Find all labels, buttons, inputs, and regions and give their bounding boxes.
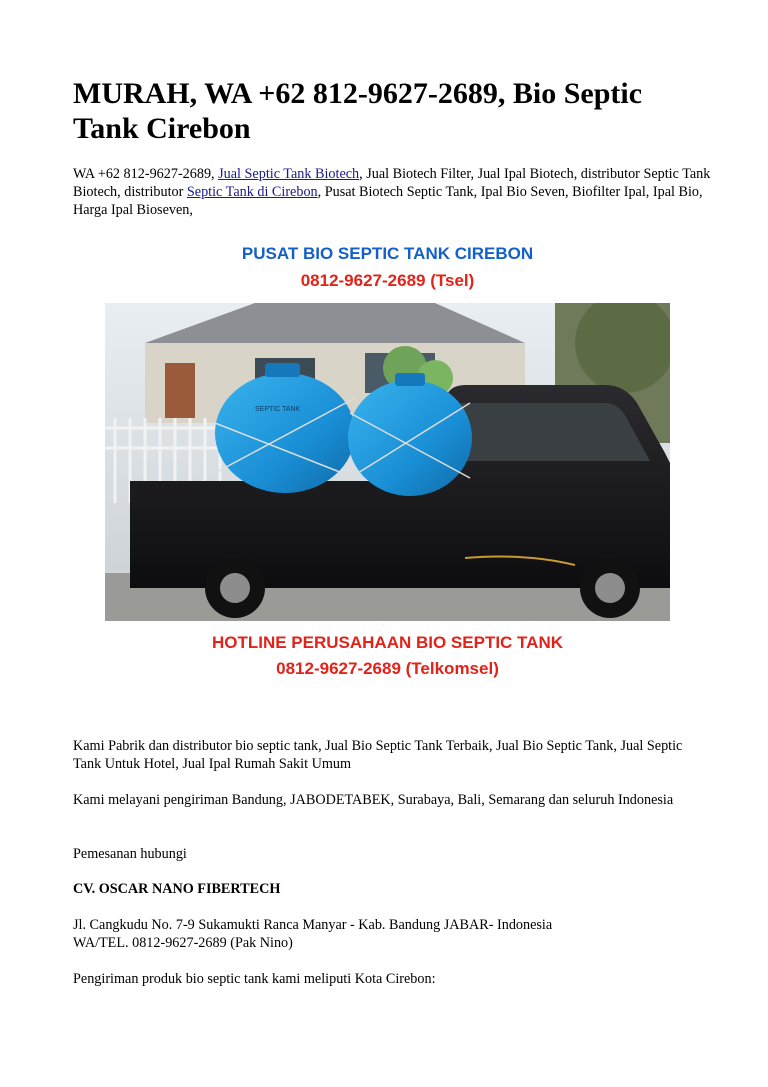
paragraph-products: Kami Pabrik dan distributor bio septic tank, Jual Bio Septic Tank Terbaik, Jual Bio Septic Tank, Jual Septic Tank Untuk Hotel, Jual Ipal Rumah Sakit Umum <box>73 738 683 772</box>
house-door <box>165 363 195 418</box>
company-address: Jl. Cangkudu No. 7-9 Sukamukti Ranca Manyar - Kab. Bandung JABAR- Indonesia <box>73 917 553 933</box>
caption-bottom-phone: 0812-9627-2689 (Telkomsel) <box>276 659 499 678</box>
tank-label: SEPTIC TANK <box>255 406 301 413</box>
intro-paragraph <box>73 165 713 219</box>
intro-text-3: , Pusat Biotech Septic Tank, Ipal Bio Seven, Biofilter Ipal, Ipal Bio, Harga Ipal Bioseven, <box>73 184 703 218</box>
blue-septic-tank-left <box>215 373 355 493</box>
paragraph-shipping: Kami melayani pengiriman Bandung, JABODETABEK, Surabaya, Bali, Semarang dan seluruh Indonesia <box>73 792 674 808</box>
paragraph-order-contact: Pemesanan hubungi <box>73 846 187 862</box>
intro-text-1: WA +62 812-9627-2689, <box>73 166 219 182</box>
link-jual-septic-tank-biotech[interactable]: Jual Septic Tank Biotech <box>218 166 360 182</box>
truck-with-septic-tanks-photo <box>105 303 670 621</box>
company-name: CV. OSCAR NANO FIBERTECH <box>73 881 281 897</box>
blue-septic-tank-right <box>348 380 472 496</box>
caption-top-title: PUSAT BIO SEPTIC TANK CIREBON <box>241 244 534 263</box>
caption-bottom-title: HOTLINE PERUSAHAAN BIO SEPTIC TANK <box>211 633 564 652</box>
paragraph-delivery-area: Pengiriman produk bio septic tank kami meliputi Kota Cirebon: <box>73 971 436 987</box>
product-promo-image <box>105 235 670 690</box>
company-phone: WA/TEL. 0812-9627-2689 (Pak Nino) <box>73 935 293 951</box>
page-title: MURAH, WA +62 812-9627-2689, Bio Septic Tank Cirebon <box>73 77 643 145</box>
caption-top-phone: 0812-9627-2689 (Tsel) <box>300 271 475 290</box>
link-septic-tank-di-cirebon[interactable]: Septic Tank di Cirebon <box>186 184 318 200</box>
intro-text-2: , Jual Biotech Filter, Jual Ipal Biotech, distributor Septic Tank Biotech, distributor <box>73 166 711 200</box>
